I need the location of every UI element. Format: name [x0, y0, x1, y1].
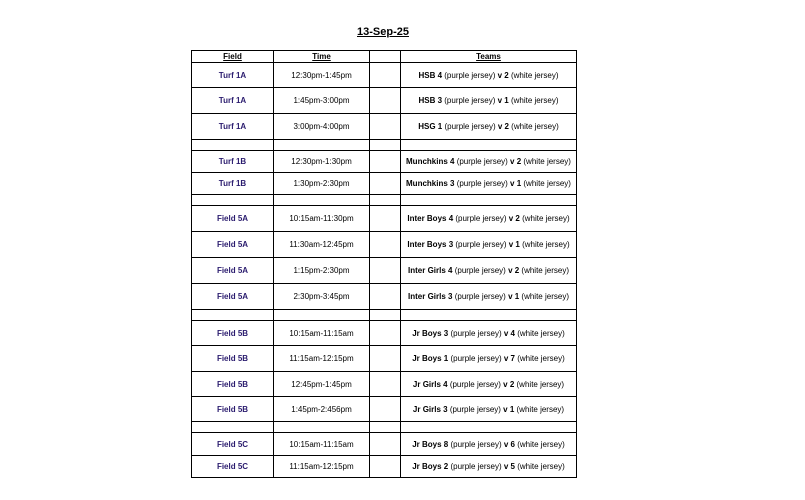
team-name: Jr Girls 3	[412, 404, 448, 414]
field-name: Field 5B	[216, 354, 249, 363]
opponent-number: v 5	[503, 462, 515, 471]
time-slot: 12:45pm-1:45pm	[291, 379, 352, 389]
time-cell	[274, 63, 370, 88]
spacer-cell	[370, 140, 401, 151]
table-row	[192, 284, 577, 310]
field-cell	[192, 151, 274, 173]
field-cell	[192, 63, 274, 88]
time-slot: 1:15pm-2:30pm	[293, 266, 350, 275]
opponent-number: v 2	[508, 266, 520, 275]
header-blank	[370, 51, 401, 63]
spacer-cell	[274, 422, 370, 433]
field-cell	[192, 433, 274, 456]
header-teams: Teams	[401, 51, 577, 63]
time-cell	[274, 151, 370, 173]
table-row	[192, 456, 577, 478]
blank-cell	[370, 88, 401, 114]
table-row	[192, 433, 577, 456]
teams-cell	[401, 114, 577, 140]
time-slot: 10:15am-11:15am	[289, 328, 354, 338]
table-row	[192, 232, 577, 258]
spacer-row	[192, 310, 577, 321]
table-row	[192, 114, 577, 140]
team-name: HSB 4	[418, 70, 443, 80]
field-name: Field 5A	[216, 214, 249, 223]
spacer-row	[192, 195, 577, 206]
team-jersey-a: (purple jersey)	[453, 214, 509, 223]
field-cell	[192, 88, 274, 114]
blank-cell	[370, 372, 401, 397]
blank-cell	[370, 433, 401, 456]
field-name: Field 5A	[216, 292, 249, 301]
teams-cell	[401, 232, 577, 258]
spacer-cell	[370, 195, 401, 206]
spacer-cell	[274, 195, 370, 206]
team-name: Inter Girls 4	[408, 266, 453, 275]
team-name: Jr Boys 2	[412, 462, 449, 471]
blank-cell	[370, 206, 401, 232]
team-jersey-b: (white jersey)	[519, 214, 570, 223]
field-name: Field 5A	[216, 240, 249, 249]
time-cell	[274, 456, 370, 478]
team-jersey-b: (white jersey)	[519, 266, 569, 275]
time-cell	[274, 284, 370, 310]
team-name: Munchkins 3	[406, 179, 455, 188]
team-jersey-a: (purple jersey)	[453, 240, 509, 249]
field-name: Turf 1B	[218, 157, 247, 166]
opponent-number: v 2	[508, 214, 520, 223]
time-cell	[274, 206, 370, 232]
team-name: Jr Boys 8	[412, 439, 449, 449]
opponent-number: v 1	[508, 292, 520, 301]
spacer-cell	[192, 310, 274, 321]
table-row	[192, 63, 577, 88]
field-name: Turf 1A	[218, 70, 247, 80]
time-slot: 11:30am-12:45pm	[289, 240, 354, 249]
table-row	[192, 346, 577, 372]
team-name: Jr Girls 4	[412, 379, 448, 389]
field-name: Field 5B	[216, 328, 249, 338]
teams-cell	[401, 456, 577, 478]
teams-cell	[401, 258, 577, 284]
team-jersey-a: (purple jersey)	[454, 157, 511, 166]
teams-cell	[401, 151, 577, 173]
spacer-cell	[192, 195, 274, 206]
opponent-number: v 2	[510, 157, 522, 166]
header-row	[192, 51, 577, 63]
opponent-number: v 1	[503, 404, 515, 414]
time-slot: 1:45pm-2:456pm	[291, 404, 352, 414]
time-slot: 10:15am-11:15am	[289, 439, 354, 449]
team-jersey-a: (purple jersey)	[442, 70, 498, 80]
opponent-number: v 2	[503, 379, 515, 389]
field-cell	[192, 232, 274, 258]
spacer-cell	[401, 422, 577, 433]
table-row	[192, 206, 577, 232]
header-field: Field	[192, 51, 274, 63]
table-row	[192, 397, 577, 422]
field-cell	[192, 397, 274, 422]
team-jersey-a: (purple jersey)	[447, 404, 504, 414]
field-cell	[192, 346, 274, 372]
spacer-row	[192, 422, 577, 433]
spacer-cell	[274, 140, 370, 151]
blank-cell	[370, 321, 401, 346]
field-cell	[192, 321, 274, 346]
teams-cell	[401, 372, 577, 397]
team-jersey-a: (purple jersey)	[448, 439, 504, 449]
schedule-body	[192, 63, 577, 478]
team-jersey-a: (purple jersey)	[442, 122, 498, 131]
field-name: Field 5B	[216, 379, 249, 389]
team-jersey-b: (white jersey)	[508, 122, 559, 131]
teams-cell	[401, 433, 577, 456]
opponent-number: v 1	[510, 179, 522, 188]
team-jersey-a: (purple jersey)	[454, 179, 511, 188]
spacer-cell	[192, 140, 274, 151]
teams-cell	[401, 284, 577, 310]
team-name: HSB 3	[418, 96, 443, 105]
teams-cell	[401, 63, 577, 88]
field-name: Turf 1A	[218, 96, 247, 105]
team-jersey-a: (purple jersey)	[452, 266, 509, 275]
blank-cell	[370, 151, 401, 173]
time-slot: 3:00pm-4:00pm	[293, 122, 350, 131]
field-cell	[192, 173, 274, 195]
teams-cell	[401, 397, 577, 422]
team-jersey-a: (purple jersey)	[442, 96, 498, 105]
time-cell	[274, 88, 370, 114]
team-name: Inter Boys 3	[407, 240, 454, 249]
field-cell	[192, 206, 274, 232]
team-jersey-b: (white jersey)	[514, 354, 565, 363]
time-slot: 1:45pm-3:00pm	[293, 96, 350, 105]
blank-cell	[370, 284, 401, 310]
spacer-row	[192, 140, 577, 151]
team-name: Inter Boys 4	[407, 214, 454, 223]
spacer-cell	[370, 310, 401, 321]
field-cell	[192, 284, 274, 310]
spacer-cell	[401, 195, 577, 206]
team-jersey-b: (white jersey)	[508, 96, 559, 105]
time-cell	[274, 258, 370, 284]
opponent-number: v 7	[503, 354, 515, 363]
field-name: Field 5B	[216, 404, 249, 414]
team-jersey-b: (white jersey)	[521, 179, 571, 188]
opponent-number: v 1	[497, 96, 509, 105]
blank-cell	[370, 397, 401, 422]
table-row	[192, 372, 577, 397]
time-slot: 2:30pm-3:45pm	[293, 292, 350, 301]
teams-cell	[401, 173, 577, 195]
field-name: Turf 1B	[218, 179, 247, 188]
spacer-cell	[401, 140, 577, 151]
teams-cell	[401, 321, 577, 346]
team-jersey-a: (purple jersey)	[448, 354, 504, 363]
team-name: HSG 1	[418, 122, 443, 131]
table-row	[192, 88, 577, 114]
time-slot: 1:30pm-2:30pm	[293, 179, 350, 188]
page-title: 13-Sep-25	[357, 26, 409, 38]
blank-cell	[370, 346, 401, 372]
field-name: Field 5A	[216, 266, 249, 275]
opponent-number: v 6	[503, 439, 515, 449]
opponent-number: v 4	[503, 328, 515, 338]
team-jersey-b: (white jersey)	[519, 292, 569, 301]
team-jersey-b: (white jersey)	[514, 404, 565, 414]
time-cell	[274, 232, 370, 258]
field-cell	[192, 372, 274, 397]
team-name: Munchkins 4	[406, 157, 455, 166]
blank-cell	[370, 456, 401, 478]
time-slot: 11:15am-12:15pm	[289, 354, 354, 363]
time-cell	[274, 433, 370, 456]
team-jersey-b: (white jersey)	[514, 439, 565, 449]
table-row	[192, 151, 577, 173]
schedule-table	[191, 50, 577, 478]
team-jersey-b: (white jersey)	[521, 157, 571, 166]
opponent-number: v 2	[497, 122, 509, 131]
team-jersey-a: (purple jersey)	[447, 379, 504, 389]
table-row	[192, 258, 577, 284]
blank-cell	[370, 173, 401, 195]
time-cell	[274, 346, 370, 372]
spacer-cell	[274, 310, 370, 321]
time-slot: 11:15am-12:15pm	[289, 462, 354, 471]
teams-cell	[401, 346, 577, 372]
team-name: Inter Girls 3	[408, 292, 453, 301]
field-name: Field 5C	[216, 462, 249, 471]
field-cell	[192, 114, 274, 140]
time-cell	[274, 173, 370, 195]
blank-cell	[370, 63, 401, 88]
table-row	[192, 321, 577, 346]
spacer-cell	[192, 422, 274, 433]
team-name: Jr Boys 1	[412, 354, 449, 363]
blank-cell	[370, 114, 401, 140]
teams-cell	[401, 88, 577, 114]
time-cell	[274, 397, 370, 422]
time-cell	[274, 321, 370, 346]
field-cell	[192, 258, 274, 284]
spacer-cell	[370, 422, 401, 433]
team-jersey-b: (white jersey)	[514, 379, 565, 389]
field-cell	[192, 456, 274, 478]
team-jersey-a: (purple jersey)	[452, 292, 509, 301]
time-slot: 12:30pm-1:45pm	[291, 70, 352, 80]
blank-cell	[370, 258, 401, 284]
teams-cell	[401, 206, 577, 232]
table-row	[192, 173, 577, 195]
team-jersey-a: (purple jersey)	[448, 328, 504, 338]
opponent-number: v 2	[497, 70, 509, 80]
field-name: Turf 1A	[218, 122, 247, 131]
field-name: Field 5C	[216, 439, 249, 449]
team-jersey-a: (purple jersey)	[448, 462, 504, 471]
time-cell	[274, 372, 370, 397]
team-jersey-b: (white jersey)	[508, 70, 559, 80]
opponent-number: v 1	[508, 240, 520, 249]
time-slot: 12:30pm-1:30pm	[291, 157, 352, 166]
team-jersey-b: (white jersey)	[519, 240, 570, 249]
time-slot: 10:15am-11:30pm	[289, 214, 354, 223]
spacer-cell	[401, 310, 577, 321]
time-cell	[274, 114, 370, 140]
team-name: Jr Boys 3	[412, 328, 449, 338]
header-time: Time	[274, 51, 370, 63]
blank-cell	[370, 232, 401, 258]
team-jersey-b: (white jersey)	[514, 328, 565, 338]
team-jersey-b: (white jersey)	[514, 462, 565, 471]
